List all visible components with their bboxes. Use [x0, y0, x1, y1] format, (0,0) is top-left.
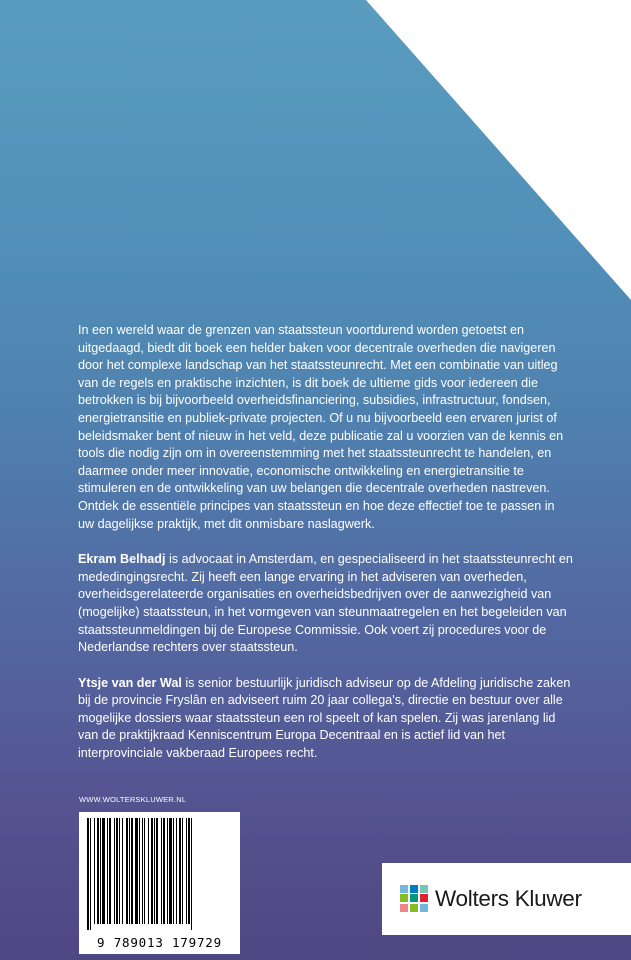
barcode-bar: [131, 818, 133, 924]
barcode-bar: [176, 818, 177, 924]
barcode-bar: [169, 818, 172, 924]
barcode-bar: [119, 818, 120, 924]
barcode-bar: [156, 818, 158, 924]
barcode-bar: [161, 818, 162, 924]
barcode-bar: [186, 818, 187, 924]
barcode-bar: [90, 818, 91, 930]
author-name-2: Ytsje van der Wal: [78, 675, 182, 690]
barcode-bar: [135, 818, 138, 924]
barcode-bar: [116, 818, 118, 924]
barcode-digits: 9 789013 179729: [97, 935, 222, 950]
wolters-kluwer-logo-icon: [399, 884, 429, 914]
barcode-bar: [109, 818, 111, 924]
barcode-bar: [167, 818, 168, 924]
barcode-bar: [148, 818, 149, 924]
author-name-1: Ekram Belhadj: [78, 552, 166, 567]
author-bio-1: [78, 551, 573, 657]
barcode-bar: [126, 818, 128, 924]
author-bio-text-1: is advocaat in Amsterdam, en gespecialiseerd in het staatssteunrecht en mededingingsrecht. Zij heeft een lange ervaring in het adviseren van overheden, overheidsgerelateerde organisaties en overheidsbedrijven over de aanwezigheid van (mogelijke) staatssteun, in het vormgeven van steunmaatregelen en het begeleiden van staatssteunmeldingen bij de Europese Commissie. Ook voert zij procedures voor de Nederlandse rechters over staatssteun.: [78, 552, 573, 655]
barcode-bar: [144, 818, 145, 924]
barcode-bar: [179, 818, 181, 924]
barcode-bar: [188, 818, 190, 924]
website-url: WWW.WOLTERSKLUWER.NL: [79, 795, 187, 804]
author-bio-text-2: is senior bestuurlijk juridisch adviseur op de Afdeling juridische zaken bij de provincie Fryslân en adviseert ruim 20 jaar collega's, directie en bestuur over alle mogelijke dossiers waar staatssteun een rol speelt of kan spelen. Zij was jarenlang lid van de praktijkraad Kenniscentrum Europa Decentraal en is actief lid van het interprovinciale vakberaad Europees recht.: [78, 675, 571, 761]
barcode-bar: [173, 818, 174, 924]
white-corner-triangle: [331, 0, 631, 300]
isbn-barcode: [79, 812, 240, 954]
author-bio-2: [78, 675, 573, 763]
barcode-bar: [114, 818, 115, 924]
barcode-bar: [107, 818, 108, 924]
barcode-bars: [85, 818, 234, 930]
barcode-bar: [142, 818, 143, 924]
description-paragraph: In een wereld waar de grenzen van staatssteun voortdurend worden getoetst en uitgedaagd, biedt dit boek een helder baken voor decentrale overheden die navigeren door het complexe landschap van het staatssteunrecht. Met een combinatie van uitleg van de regels en praktische inzichten, is dit boek de ultieme gids voor iedereen die betrokken is bij bijvoorbeeld overheidsfinanciering, subsidies, infrastructuur, fondsen, energietransitie en publiek-private projecten. Of u nu bijvoorbeeld een ervaren jurist of beleidsmaker bent of nieuw in het veld, deze publicatie zal u voorzien van de kennis en tools die nodig zijn om in overeenstemming met het staatssteunrecht te handelen, en daarmee onder meer innovatie, economische ontwikkeling en energietransitie te stimuleren en de ontwikkeling van uw belangen die decentrale overheden nastreven. Ontdek de essentiële principes van staatssteun en hoe deze effectief toe te passen in uw dagelijkse praktijk, met dit onmisbare naslagwerk.: [78, 323, 564, 531]
barcode-bar: [94, 818, 95, 924]
publisher-name: Wolters Kluwer: [435, 886, 582, 911]
barcode-bar: [97, 818, 99, 924]
barcode-bar: [122, 818, 123, 924]
barcode-bar: [87, 818, 89, 930]
blurb-text: [78, 322, 573, 781]
barcode-bar: [154, 818, 155, 924]
barcode-bar: [129, 818, 130, 924]
barcode-bar: [151, 818, 153, 924]
barcode-bar: [102, 818, 105, 924]
barcode-bar: [139, 818, 140, 924]
barcode-bar: [163, 818, 165, 924]
barcode-bar: [100, 818, 101, 924]
barcode-bar: [182, 818, 183, 924]
publisher-logo-box: [382, 863, 631, 935]
barcode-bar: [191, 818, 192, 930]
